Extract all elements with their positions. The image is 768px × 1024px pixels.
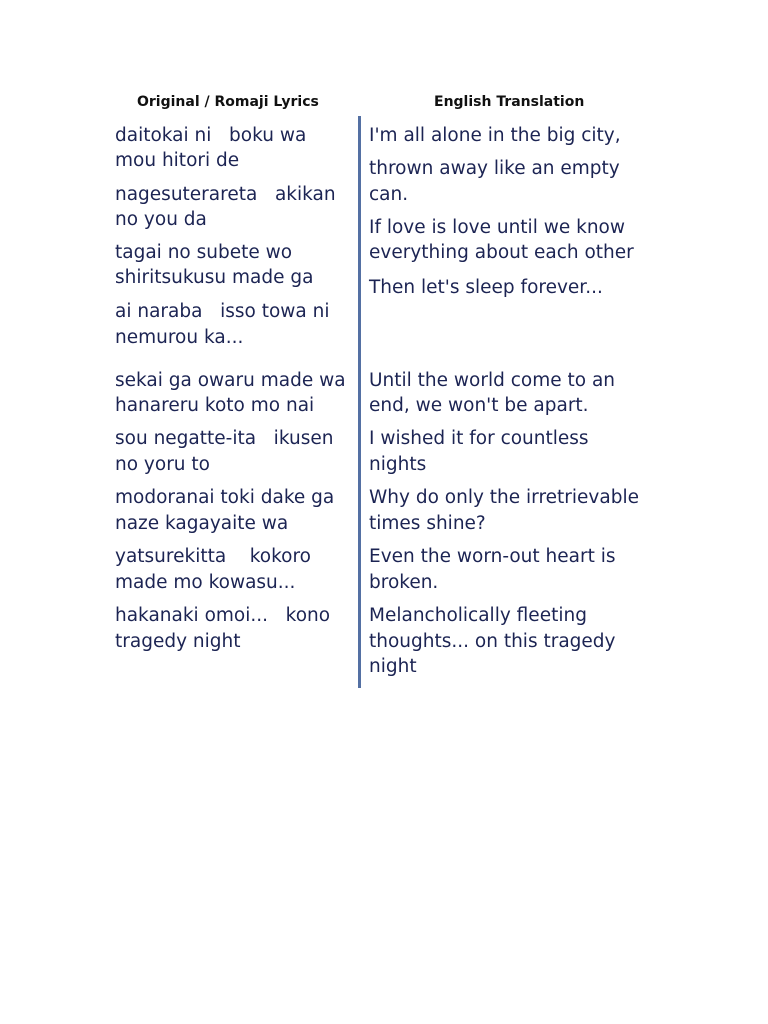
translation-line: everything about each other: [369, 242, 634, 263]
romaji-line: hanareru koto mo nai: [115, 395, 315, 416]
romaji-line: nemurou ka...: [115, 327, 244, 348]
romaji-line: tagai no subete wo: [115, 242, 293, 263]
translation-line: can.: [369, 184, 409, 205]
translation-line: night: [369, 656, 417, 677]
romaji-line: nagesuterareta akikan: [115, 184, 336, 205]
translation-line: end, we won't be apart.: [369, 395, 589, 416]
romaji-line: naze kagayaite wa: [115, 513, 289, 534]
translation-line: nights: [369, 454, 427, 475]
romaji-line: ai naraba isso towa ni: [115, 301, 330, 322]
translation-line: Then let's sleep forever...: [369, 277, 603, 298]
translation-line: broken.: [369, 572, 439, 593]
romaji-line: mou hitori de: [115, 150, 240, 171]
romaji-line: shiritsukusu made ga: [115, 267, 314, 288]
translation-line: thoughts... on this tragedy: [369, 631, 616, 652]
romaji-line: no yoru to: [115, 454, 210, 475]
romaji-line: no you da: [115, 209, 207, 230]
translation-line: If love is love until we know: [369, 217, 625, 238]
translation-line: Melancholically fleeting: [369, 605, 587, 626]
romaji-line: sou negatte-ita ikusen: [115, 428, 334, 449]
translation-line: times shine?: [369, 513, 486, 534]
romaji-line: tragedy night: [115, 631, 241, 652]
header-original-lyrics: Original / Romaji Lyrics: [137, 94, 319, 110]
romaji-line: yatsurekitta kokoro: [115, 546, 311, 567]
romaji-line: modoranai toki dake ga: [115, 487, 335, 508]
romaji-line: daitokai ni boku wa: [115, 125, 307, 146]
translation-line: Why do only the irretrievable: [369, 487, 639, 508]
header-english-translation: English Translation: [434, 94, 585, 110]
translation-line: I wished it for countless: [369, 428, 589, 449]
romaji-line: sekai ga owaru made wa: [115, 370, 346, 391]
translation-line: thrown away like an empty: [369, 158, 620, 179]
column-divider: [358, 116, 361, 688]
translation-line: I'm all alone in the big city,: [369, 125, 621, 146]
romaji-line: made mo kowasu...: [115, 572, 296, 593]
romaji-line: hakanaki omoi... kono: [115, 605, 331, 626]
translation-line: Even the worn-out heart is: [369, 546, 616, 567]
translation-line: Until the world come to an: [369, 370, 616, 391]
